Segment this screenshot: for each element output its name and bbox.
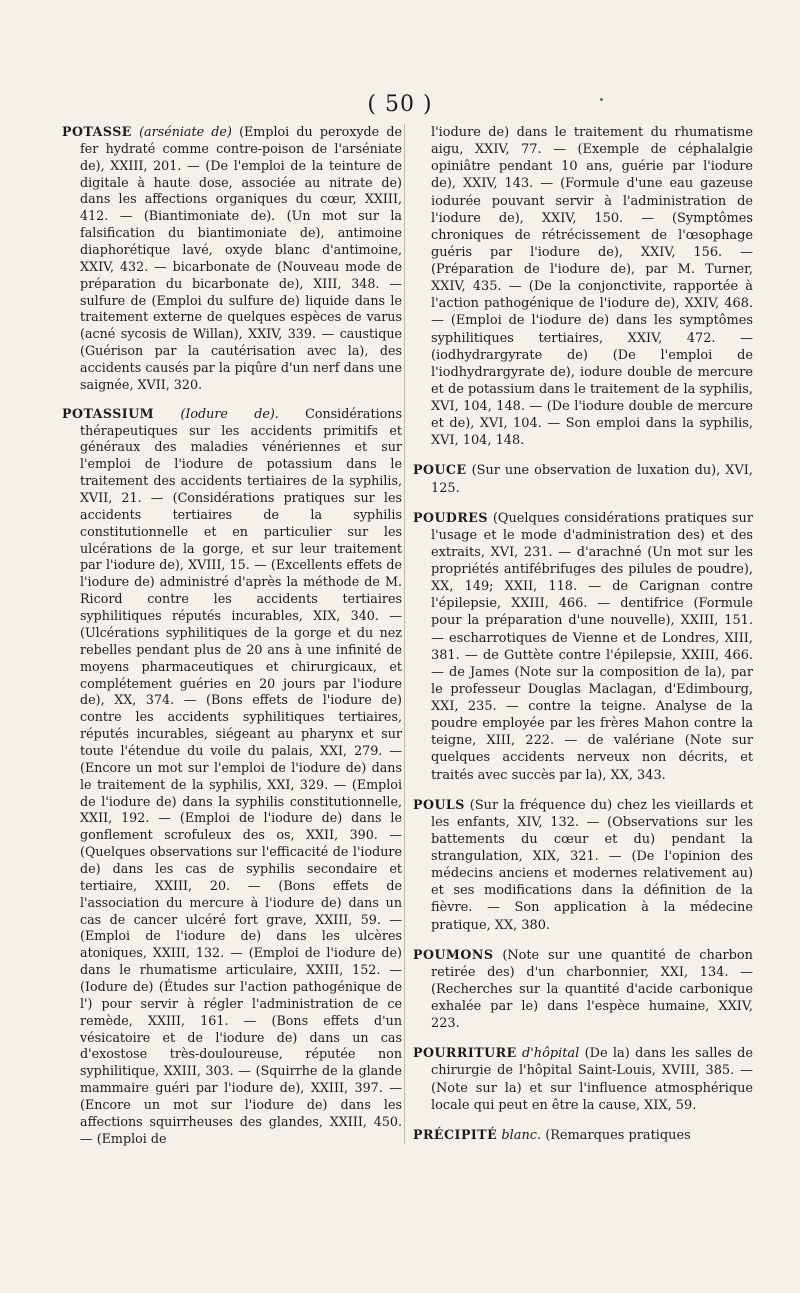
index-entry-poumons [413,946,753,1033]
entry-text: (Emploi du peroxyde de fer hydraté comme contre-poison de l'arséniate de), XXIII, 201. — (De l'emploi de la teinture de digitale à haute dose, associée au nitrate de) dans les affections organiques du cœur, XXIII, 412. — (Biantimoniate de). (Un mot sur la falsification du biantimoniate de), antimoine diaphorétique lavé, oxyde blanc d'antimoine, XXIV, 432. — bicarbonate de (Nouveau mode de préparation du bicarbonate de), XIII, 348. — sulfure de (Emploi du sulfure de) liquide dans le traitement externe de quelques espèces de varus (acné sycosis de Willan), XXIV, 339. — caustique (Guérison par la cautérisation avec la), des accidents causés par la piqûre d'un nerf dans une saignée, XVII, 320. [80,124,402,392]
page-number: ( 50 ) [367,92,433,117]
entry-text: l'iodure de) dans le traitement du rhumatisme aigu, XXIV, 77. — (Exemple de céphalalgie opiniâtre pendant 10 ans, guérie par l'iodure de), XXIV, 143. — (Formule d'une eau gazeuse iodurée pouvant servir à l'administration de l'iodure de), XXIV, 150. — (Symptômes chroniques de rétrécissement de l'œsophage guéris par l'iodure de), XXIV, 156. — (Préparation de l'iodure de), par M. Turner, XXIV, 435. — (De la conjonctivite, rapportée à l'action pathogénique de l'iodure de), XXIV, 468. — (Emploi de l'iodure de) dans les symptômes syphilitiques tertiaires, XXIV, 472. — (iodhydrargyrate de) (De l'emploi de l'iodhydrargyrate de), iodure double de mercure et de potassium dans le traitement de la syphilis, XVI, 104, 148. — (De l'iodure double de mercure et de), XVI, 104. — Son emploi dans la syphilis, XVI, 104, 148. [431,125,753,449]
scan-speck [600,98,603,101]
entry-headword: POULS [413,796,465,812]
entry-text: (Sur la fréquence du) chez les vieillards et les enfants, XIV, 132. — (Observations sur les battements du cœur et du) pendant la strangulation, XIX, 321. — (De l'opinion des médecins anciens et modernes relativement au) et ses modifications dans la définition de la fièvre. — Son application à la médecine pratique, XX, 380. [431,797,753,933]
index-entry-poudres [413,509,753,784]
entry-headword: POURRITURE [413,1045,517,1061]
right-column [413,124,753,1156]
index-entry-pouce [413,461,753,496]
column-divider [404,124,405,1144]
index-entry-potasse [62,124,402,394]
index-entry-continuation [413,124,753,449]
entry-subword: (Iodure de). [180,405,279,421]
entry-text: (Sur une observation de luxation du), XVI, 125. [431,463,753,496]
entry-subword: blanc. [501,1127,542,1143]
entry-headword: POUDRES [413,509,489,525]
entry-subword: d'hôpital [522,1046,580,1062]
entry-headword: PRÉCIPITÉ [413,1126,498,1142]
entry-text: (Quelques considérations pratiques sur l'usage et le mode d'administration des) et des extraits, XVI, 231. — d'arachné (Un mot sur les propriétés antifébrifuges des pilules de poudre), XX, 149; XXII, 118. — de Carignan contre l'épilepsie, XXIII, 466. — dentifrice (Formule pour la préparation d'une nouvelle), XXIII, 151. — escharrotiques de Vienne et de Londres, XIII, 381. — de Guttète contre l'épilepsie, XXIII, 466. — de James (Note sur la composition de la), par le professeur Douglas Maclagan, d'Edimbourg, XXI, 235. — contre la teigne. Analyse de la poudre employée par les frères Mahon contre la teigne, XIII, 222. — de valériane (Note sur quelques accidents nerveux non décrits, et traités avec succès par la), XX, 343. [431,510,753,783]
entry-subword: (arséniate de) [139,124,232,139]
entry-headword: POUCE [413,462,467,478]
index-entry-pouls [413,796,753,934]
entry-headword: POTASSIUM [62,405,155,421]
index-entry-precipite [413,1126,753,1144]
index-entry-pourriture [413,1044,753,1114]
entry-text: Considérations thérapeutiques sur les accidents primitifs et généraux des maladies vénériennes et sur l'emploi de l'iodure de potassium dans le traitement des accidents tertiaires de la syphilis, XVII, 21. — (Considérations pratiques sur les accidents tertiaires de la syphilis constitutionnelle et en particulier sur les ulcérations de la gorge, et sur leur traitement par l'iodure de), XVIII, 15. — (Excellents effets de l'iodure de) administré d'après la méthode de M. Ricord contre les accidents tertiaires syphilitiques réputés incurables, XIX, 340. — (Ulcérations syphilitiques de la gorge et du nez rebelles pendant plus de 20 ans à une infinité de moyens pharmaceutiques et chirurgicaux, et complétement guéries en 20 jours par l'iodure de), XX, 374. — (Bons effets de l'iodure de) contre les accidents syphilitiques tertiaires, réputés incurables, siégeant au pharynx et sur toute l'étendue du voile du palais, XXI, 279. — (Encore un mot sur l'emploi de l'iodure de) dans le traitement de la syphilis, XXI, 329. — (Emploi de l'iodure de) dans la syphilis constitutionnelle, XXII, 192. — (Emploi de l'iodure de) dans le gonflement scrofuleux des os, XXII, 390. — (Quelques observations sur l'efficacité de l'iodure de) dans les cas de syphilis secondaire et tertiaire, XXIII, 20. — (Bons effets de l'association du mercure à l'iodure de) dans un cas de cancer ulcéré fort grave, XXIII, 59. — (Emploi de l'iodure de) dans les ulcères atoniques, XXIII, 132. — (Emploi de l'iodure de) dans le rhumatisme articulaire, XXIII, 152. — (Iodure de) (Études sur l'action pathogénique de l') pour servir à régler l'administration de ce remède, XXIII, 161. — (Bons effets d'un vésicatoire et de l'iodure de) dans un cas d'exostose très-douloureuse, réputée non syphilitique, XXIII, 303. — (Squirrhe de la glande mammaire guéri par l'iodure de), XXIII, 397. — (Encore un mot sur l'iodure de) dans les affections squirrheuses des glandes, XXIII, 450. — (Emploi de [80,405,402,1146]
entry-text: (Note sur une quantité de charbon retirée des) d'un charbonnier, XXI, 134. — (Recherches sur la quantité d'acide carbonique exhalée par le) dans l'espèce humaine, XXIV, 223. [431,947,753,1032]
entry-text: (De la) dans les salles de chirurgie de l'hôpital Saint-Louis, XVIII, 385. — (Note sur la) et sur l'influence atmosphérique locale qui peut en être la cause, XIX, 59. [431,1046,753,1113]
entry-text: (Remarques pratiques [545,1127,691,1143]
entry-headword: POUMONS [413,946,494,962]
left-column [62,124,402,1160]
entry-headword: POTASSE [62,124,132,139]
index-entry-potassium [62,406,402,1148]
